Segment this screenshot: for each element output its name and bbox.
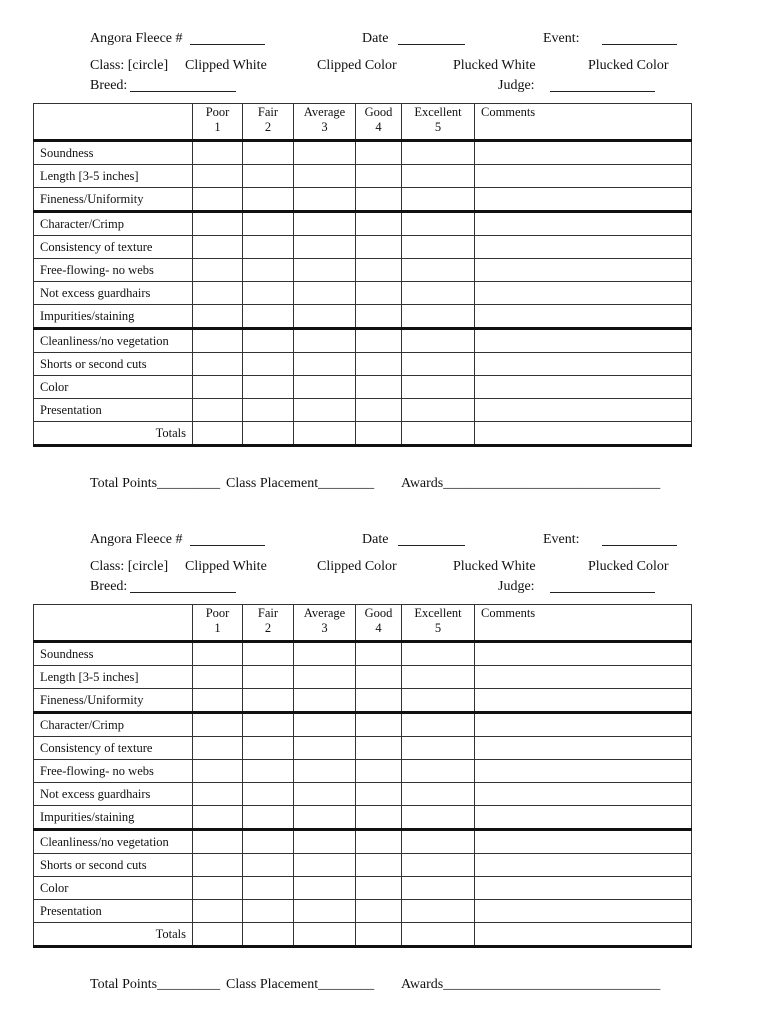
date-label: Date: [362, 31, 389, 46]
class-placement-field[interactable]: Class Placement________: [226, 977, 375, 992]
table-row: [34, 760, 692, 783]
score-cell[interactable]: [294, 900, 356, 923]
fleece-number-field[interactable]: [190, 545, 265, 546]
comment-cell[interactable]: [475, 329, 692, 353]
score-cell[interactable]: [243, 900, 294, 923]
score-cell[interactable]: [356, 806, 402, 830]
criterion-label: Consistency of texture: [34, 236, 193, 259]
criterion-label: Presentation: [34, 900, 193, 923]
score-cell[interactable]: [294, 422, 356, 446]
column-name: Poor: [205, 105, 230, 119]
score-cell[interactable]: [294, 737, 356, 760]
score-cell[interactable]: [193, 877, 243, 900]
class-label: Class: [circle]: [90, 559, 169, 574]
event-label: Event:: [543, 532, 580, 547]
score-cell[interactable]: [243, 399, 294, 422]
score-cell[interactable]: [356, 141, 402, 165]
event-field[interactable]: [602, 545, 677, 546]
score-cell[interactable]: [402, 689, 475, 713]
score-cell[interactable]: [356, 900, 402, 923]
header-row: [34, 104, 692, 141]
comment-cell[interactable]: [475, 783, 692, 806]
table-row: [34, 713, 692, 737]
criterion-label: Character/Crimp: [34, 713, 193, 737]
score-cell[interactable]: [402, 854, 475, 877]
criterion-label: Cleanliness/no vegetation: [34, 830, 193, 854]
table-row: [34, 877, 692, 900]
fleece-number-label: Angora Fleece #: [90, 31, 183, 46]
score-cell[interactable]: [193, 399, 243, 422]
totals-row: [34, 923, 692, 947]
score-cell[interactable]: [243, 689, 294, 713]
score-cell[interactable]: [356, 666, 402, 689]
score-cell[interactable]: [294, 923, 356, 947]
column-header-average: [294, 605, 356, 642]
judge-label: Judge:: [498, 78, 535, 93]
class-option-plucked-color[interactable]: Plucked Color: [588, 58, 669, 73]
judge-label: Judge:: [498, 579, 535, 594]
score-cell[interactable]: [193, 737, 243, 760]
fleece-number-label: Angora Fleece #: [90, 532, 183, 547]
criterion-label: Fineness/Uniformity: [34, 689, 193, 713]
score-cell[interactable]: [402, 399, 475, 422]
comment-cell[interactable]: [475, 689, 692, 713]
table-row: [34, 806, 692, 830]
comment-cell[interactable]: [475, 282, 692, 305]
column-score: 3: [321, 120, 328, 134]
score-cell[interactable]: [356, 399, 402, 422]
score-cell[interactable]: [294, 259, 356, 282]
comment-cell[interactable]: [475, 642, 692, 666]
score-cell[interactable]: [243, 236, 294, 259]
date-field[interactable]: [398, 44, 465, 45]
score-cell[interactable]: [294, 399, 356, 422]
awards-field[interactable]: Awards_______________________________: [401, 476, 661, 491]
column-header-fair: [243, 104, 294, 141]
column-name: Good: [364, 606, 393, 620]
score-cell[interactable]: [402, 422, 475, 446]
score-cell[interactable]: [243, 760, 294, 783]
score-cell[interactable]: [294, 760, 356, 783]
score-cell[interactable]: [294, 830, 356, 854]
score-cell[interactable]: [402, 282, 475, 305]
comment-cell[interactable]: [475, 713, 692, 737]
criterion-label: Not excess guardhairs: [34, 282, 193, 305]
score-cell[interactable]: [243, 422, 294, 446]
column-header-excellent: [402, 605, 475, 642]
date-field[interactable]: [398, 545, 465, 546]
score-cell[interactable]: [193, 376, 243, 399]
score-cell[interactable]: [294, 877, 356, 900]
score-cell[interactable]: [356, 923, 402, 947]
breed-label: Breed:: [90, 78, 128, 93]
score-cell[interactable]: [243, 806, 294, 830]
score-cell[interactable]: [243, 642, 294, 666]
score-cell[interactable]: [356, 713, 402, 737]
score-cell[interactable]: [193, 666, 243, 689]
score-cell[interactable]: [243, 212, 294, 236]
column-score: 4: [375, 621, 382, 635]
table-row: [34, 212, 692, 236]
score-cell[interactable]: [243, 259, 294, 282]
criterion-label: Color: [34, 877, 193, 900]
score-cell[interactable]: [193, 141, 243, 165]
class-option-clipped-white[interactable]: Clipped White: [185, 58, 267, 73]
date-label: Date: [362, 532, 389, 547]
comment-cell[interactable]: [475, 760, 692, 783]
comment-cell[interactable]: [475, 236, 692, 259]
score-cell[interactable]: [193, 353, 243, 376]
score-cell[interactable]: [193, 830, 243, 854]
header-row: [34, 605, 692, 642]
criteria-header: [34, 605, 193, 642]
score-cell[interactable]: [356, 783, 402, 806]
column-score: 1: [214, 621, 221, 635]
score-cell[interactable]: [243, 666, 294, 689]
score-cell[interactable]: [402, 737, 475, 760]
totals-label: Totals: [34, 923, 193, 947]
comment-cell[interactable]: [475, 830, 692, 854]
breed-field[interactable]: [130, 592, 236, 593]
awards-field[interactable]: Awards_______________________________: [401, 977, 661, 992]
table-row: [34, 642, 692, 666]
score-cell[interactable]: [193, 783, 243, 806]
column-name: Average: [303, 606, 346, 620]
comment-cell[interactable]: [475, 399, 692, 422]
score-cell[interactable]: [294, 141, 356, 165]
score-cell[interactable]: [193, 282, 243, 305]
score-cell[interactable]: [193, 329, 243, 353]
totals-label: Totals: [34, 422, 193, 446]
score-cell[interactable]: [356, 854, 402, 877]
score-cell[interactable]: [193, 806, 243, 830]
comment-cell[interactable]: [475, 737, 692, 760]
score-cell[interactable]: [356, 353, 402, 376]
column-name: Poor: [205, 606, 230, 620]
score-cell[interactable]: [402, 236, 475, 259]
score-cell[interactable]: [402, 877, 475, 900]
criterion-label: Shorts or second cuts: [34, 353, 193, 376]
total-points-field[interactable]: Total Points_________: [90, 476, 221, 491]
event-field[interactable]: [602, 44, 677, 45]
criterion-label: Length [3-5 inches]: [34, 666, 193, 689]
criterion-label: Soundness: [34, 642, 193, 666]
table-row: [34, 188, 692, 212]
score-cell[interactable]: [193, 305, 243, 329]
table-row: [34, 854, 692, 877]
score-cell[interactable]: [402, 188, 475, 212]
column-score: 3: [321, 621, 328, 635]
score-cell[interactable]: [402, 713, 475, 737]
score-cell[interactable]: [193, 212, 243, 236]
score-cell[interactable]: [402, 329, 475, 353]
fleece-number-field[interactable]: [190, 44, 265, 45]
score-cell[interactable]: [402, 830, 475, 854]
column-header-fair: [243, 605, 294, 642]
score-cell[interactable]: [294, 376, 356, 399]
score-cell[interactable]: [402, 900, 475, 923]
score-cell[interactable]: [356, 737, 402, 760]
column-header-excellent: [402, 104, 475, 141]
score-cell[interactable]: [193, 923, 243, 947]
score-cell[interactable]: [294, 689, 356, 713]
score-cell[interactable]: [356, 422, 402, 446]
score-cell[interactable]: [356, 305, 402, 329]
score-cell[interactable]: [193, 236, 243, 259]
column-score: 5: [434, 621, 442, 635]
table-row: [34, 666, 692, 689]
score-cell[interactable]: [243, 737, 294, 760]
score-cell[interactable]: [402, 353, 475, 376]
criterion-label: Shorts or second cuts: [34, 854, 193, 877]
table-row: [34, 376, 692, 399]
comment-cell[interactable]: [475, 422, 692, 446]
score-cell[interactable]: [356, 760, 402, 783]
score-cell[interactable]: [356, 212, 402, 236]
breed-field[interactable]: [130, 91, 236, 92]
score-cell[interactable]: [402, 783, 475, 806]
comment-cell[interactable]: [475, 188, 692, 212]
criterion-label: Impurities/staining: [34, 305, 193, 329]
table-row: [34, 329, 692, 353]
score-cell[interactable]: [356, 259, 402, 282]
score-cell[interactable]: [243, 854, 294, 877]
score-cell[interactable]: [402, 642, 475, 666]
criterion-label: Presentation: [34, 399, 193, 422]
comment-cell[interactable]: [475, 854, 692, 877]
table-row: [34, 282, 692, 305]
comment-cell[interactable]: [475, 376, 692, 399]
score-cell[interactable]: [294, 806, 356, 830]
score-cell[interactable]: [294, 666, 356, 689]
score-cell[interactable]: [193, 422, 243, 446]
class-option-plucked-white[interactable]: Plucked White: [453, 559, 536, 574]
column-header-comments: Comments: [475, 104, 692, 141]
criterion-label: Fineness/Uniformity: [34, 188, 193, 212]
score-cell[interactable]: [356, 329, 402, 353]
score-cell[interactable]: [356, 376, 402, 399]
score-cell[interactable]: [294, 783, 356, 806]
score-cell[interactable]: [294, 713, 356, 737]
table-row: [34, 830, 692, 854]
score-cell[interactable]: [402, 212, 475, 236]
score-cell[interactable]: [243, 329, 294, 353]
score-cell[interactable]: [402, 666, 475, 689]
table-row: [34, 165, 692, 188]
table-row: [34, 259, 692, 282]
comment-cell[interactable]: [475, 666, 692, 689]
totals-row: [34, 422, 692, 446]
class-label: Class: [circle]: [90, 58, 169, 73]
score-cell[interactable]: [356, 830, 402, 854]
score-cell[interactable]: [243, 877, 294, 900]
column-name: Fair: [257, 105, 279, 119]
score-cell[interactable]: [243, 282, 294, 305]
criterion-label: Length [3-5 inches]: [34, 165, 193, 188]
table-row: [34, 399, 692, 422]
score-cell[interactable]: [294, 854, 356, 877]
score-cell[interactable]: [243, 830, 294, 854]
column-name: Excellent: [414, 105, 462, 119]
judge-field[interactable]: [550, 91, 655, 92]
score-cell[interactable]: [243, 376, 294, 399]
column-header-average: [294, 104, 356, 141]
comment-cell[interactable]: [475, 923, 692, 947]
table-row: [34, 353, 692, 376]
score-cell[interactable]: [193, 713, 243, 737]
score-cell[interactable]: [243, 923, 294, 947]
score-cell[interactable]: [402, 806, 475, 830]
score-cell[interactable]: [243, 783, 294, 806]
column-name: Fair: [257, 606, 279, 620]
score-cell[interactable]: [294, 642, 356, 666]
score-cell[interactable]: [243, 141, 294, 165]
score-cell[interactable]: [402, 259, 475, 282]
column-score: 4: [375, 120, 382, 134]
criterion-label: Impurities/staining: [34, 806, 193, 830]
comment-cell[interactable]: [475, 165, 692, 188]
comment-cell[interactable]: [475, 806, 692, 830]
score-cell[interactable]: [402, 760, 475, 783]
comment-cell[interactable]: [475, 259, 692, 282]
table-row: [34, 305, 692, 329]
scoring-table: [33, 103, 692, 447]
score-cell[interactable]: [294, 212, 356, 236]
score-cell[interactable]: [402, 376, 475, 399]
class-placement-field[interactable]: Class Placement________: [226, 476, 375, 491]
score-cell[interactable]: [356, 282, 402, 305]
criterion-label: Not excess guardhairs: [34, 783, 193, 806]
score-cell[interactable]: [356, 236, 402, 259]
criterion-label: Soundness: [34, 141, 193, 165]
score-cell[interactable]: [193, 900, 243, 923]
score-cell[interactable]: [243, 305, 294, 329]
score-cell[interactable]: [193, 642, 243, 666]
column-name: Good: [364, 105, 393, 119]
table-row: [34, 783, 692, 806]
score-cell[interactable]: [294, 305, 356, 329]
criteria-header: [34, 104, 193, 141]
score-cell[interactable]: [356, 689, 402, 713]
comment-cell[interactable]: [475, 900, 692, 923]
scoring-table: [33, 604, 692, 948]
table-row: [34, 236, 692, 259]
column-score: 5: [434, 120, 442, 134]
comment-cell[interactable]: [475, 305, 692, 329]
criterion-label: Free-flowing- no webs: [34, 760, 193, 783]
class-option-plucked-color[interactable]: Plucked Color: [588, 559, 669, 574]
column-score: 1: [214, 120, 221, 134]
class-option-clipped-white[interactable]: Clipped White: [185, 559, 267, 574]
table-row: [34, 689, 692, 713]
total-points-field[interactable]: Total Points_________: [90, 977, 221, 992]
breed-label: Breed:: [90, 579, 128, 594]
score-cell[interactable]: [193, 760, 243, 783]
score-cell[interactable]: [193, 259, 243, 282]
score-cell[interactable]: [402, 305, 475, 329]
column-header-good: [356, 104, 402, 141]
column-header-comments: Comments: [475, 605, 692, 642]
score-cell[interactable]: [294, 236, 356, 259]
class-option-clipped-color[interactable]: Clipped Color: [317, 559, 397, 574]
comment-cell[interactable]: [475, 877, 692, 900]
score-cell[interactable]: [294, 282, 356, 305]
judge-field[interactable]: [550, 592, 655, 593]
event-label: Event:: [543, 31, 580, 46]
criterion-label: Cleanliness/no vegetation: [34, 329, 193, 353]
score-cell[interactable]: [356, 165, 402, 188]
score-cell[interactable]: [243, 165, 294, 188]
score-cell[interactable]: [402, 165, 475, 188]
column-name: Average: [303, 105, 346, 119]
column-name: Excellent: [414, 606, 462, 620]
column-header-good: [356, 605, 402, 642]
class-option-clipped-color[interactable]: Clipped Color: [317, 58, 397, 73]
score-cell[interactable]: [243, 353, 294, 376]
score-cell[interactable]: [193, 854, 243, 877]
table-row: [34, 900, 692, 923]
column-score: 2: [264, 120, 272, 134]
score-cell[interactable]: [294, 353, 356, 376]
criterion-label: Character/Crimp: [34, 212, 193, 236]
score-cell[interactable]: [356, 877, 402, 900]
score-cell[interactable]: [243, 188, 294, 212]
score-cell[interactable]: [294, 329, 356, 353]
column-header-poor: [193, 104, 243, 141]
column-score: 2: [264, 621, 272, 635]
score-cell[interactable]: [356, 642, 402, 666]
score-cell[interactable]: [294, 165, 356, 188]
table-row: [34, 737, 692, 760]
criterion-label: Consistency of texture: [34, 737, 193, 760]
criterion-label: Color: [34, 376, 193, 399]
criterion-label: Free-flowing- no webs: [34, 259, 193, 282]
column-header-poor: [193, 605, 243, 642]
table-row: [34, 141, 692, 165]
score-cell[interactable]: [243, 713, 294, 737]
score-cell[interactable]: [193, 689, 243, 713]
score-cell[interactable]: [193, 165, 243, 188]
class-option-plucked-white[interactable]: Plucked White: [453, 58, 536, 73]
score-cell[interactable]: [356, 188, 402, 212]
score-cell[interactable]: [402, 141, 475, 165]
comment-cell[interactable]: [475, 353, 692, 376]
score-cell[interactable]: [294, 188, 356, 212]
comment-cell[interactable]: [475, 212, 692, 236]
score-cell[interactable]: [193, 188, 243, 212]
score-cell[interactable]: [402, 923, 475, 947]
comment-cell[interactable]: [475, 141, 692, 165]
